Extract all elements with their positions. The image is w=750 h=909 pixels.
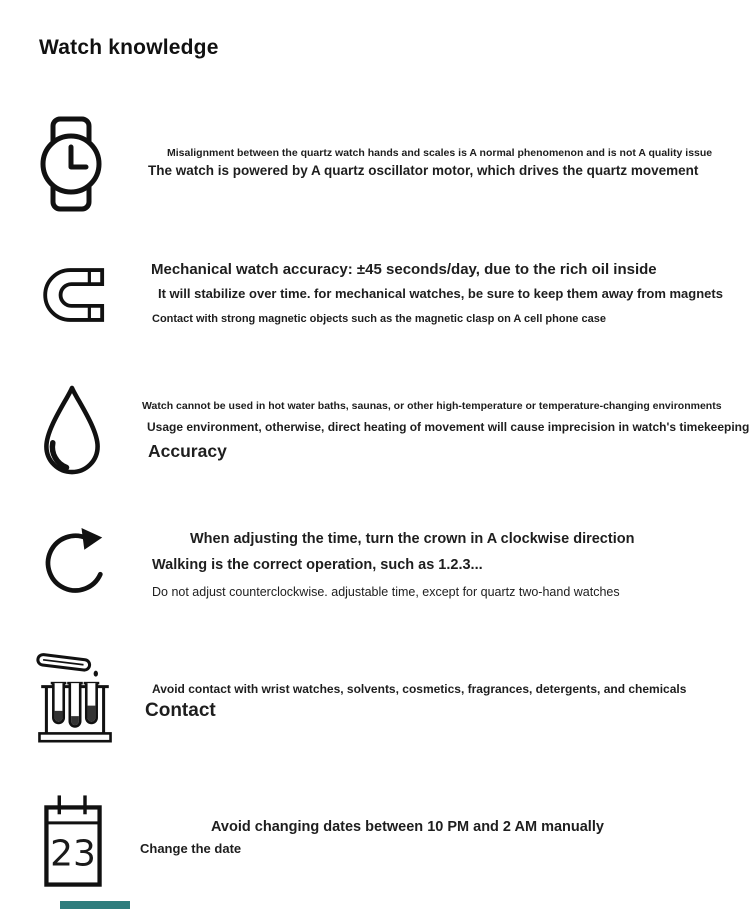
calendar-day-number: 23 bbox=[50, 833, 96, 875]
contact-heading: Contact bbox=[145, 700, 216, 721]
temperature-note-environments: Watch cannot be used in hot water baths, saunas, or other high-temperature or temperature-changing environments bbox=[142, 400, 722, 412]
crown-note-clockwise: When adjusting the time, turn the crown in A clockwise direction bbox=[190, 531, 635, 547]
magnet-note-stabilize: It will stabilize over time. for mechanical watches, be sure to keep them away from magnets bbox=[158, 286, 723, 301]
watch-icon bbox=[40, 116, 102, 212]
page-title: Watch knowledge bbox=[39, 36, 219, 59]
temperature-note-usage: Usage environment, otherwise, direct heating of movement will cause imprecision in watch's timekeeping bbox=[147, 420, 750, 434]
chemical-note-avoid: Avoid contact with wrist watches, solvents, cosmetics, fragrances, detergents, and chemicals bbox=[152, 682, 687, 696]
crown-note-walking: Walking is the correct operation, such as 1.2.3... bbox=[152, 557, 483, 573]
quartz-note-secondary: Misalignment between the quartz watch hands and scales is A normal phenomenon and is not A quality issue bbox=[167, 147, 713, 159]
magnet-note-contact: Contact with strong magnetic objects such as the magnetic clasp on A cell phone case bbox=[152, 313, 606, 325]
magnet-note-accuracy: Mechanical watch accuracy: ±45 seconds/day, due to the rich oil inside bbox=[151, 261, 657, 278]
clockwise-arrow-icon bbox=[40, 525, 106, 599]
crown-note-counterclockwise: Do not adjust counterclockwise. adjustable time, except for quartz two-hand watches bbox=[152, 585, 620, 599]
magnet-icon bbox=[42, 266, 106, 324]
accent-bar bbox=[60, 901, 130, 909]
date-note-avoid: Avoid changing dates between 10 PM and 2 AM manually bbox=[211, 819, 604, 835]
change-date-heading: Change the date bbox=[140, 841, 242, 856]
test-tubes-icon bbox=[36, 648, 114, 746]
calendar-icon bbox=[42, 792, 104, 888]
quartz-note-primary: The watch is powered by A quartz oscillator motor, which drives the quartz movement bbox=[148, 163, 699, 178]
accuracy-heading: Accuracy bbox=[148, 441, 227, 461]
water-drop-icon bbox=[40, 384, 104, 476]
